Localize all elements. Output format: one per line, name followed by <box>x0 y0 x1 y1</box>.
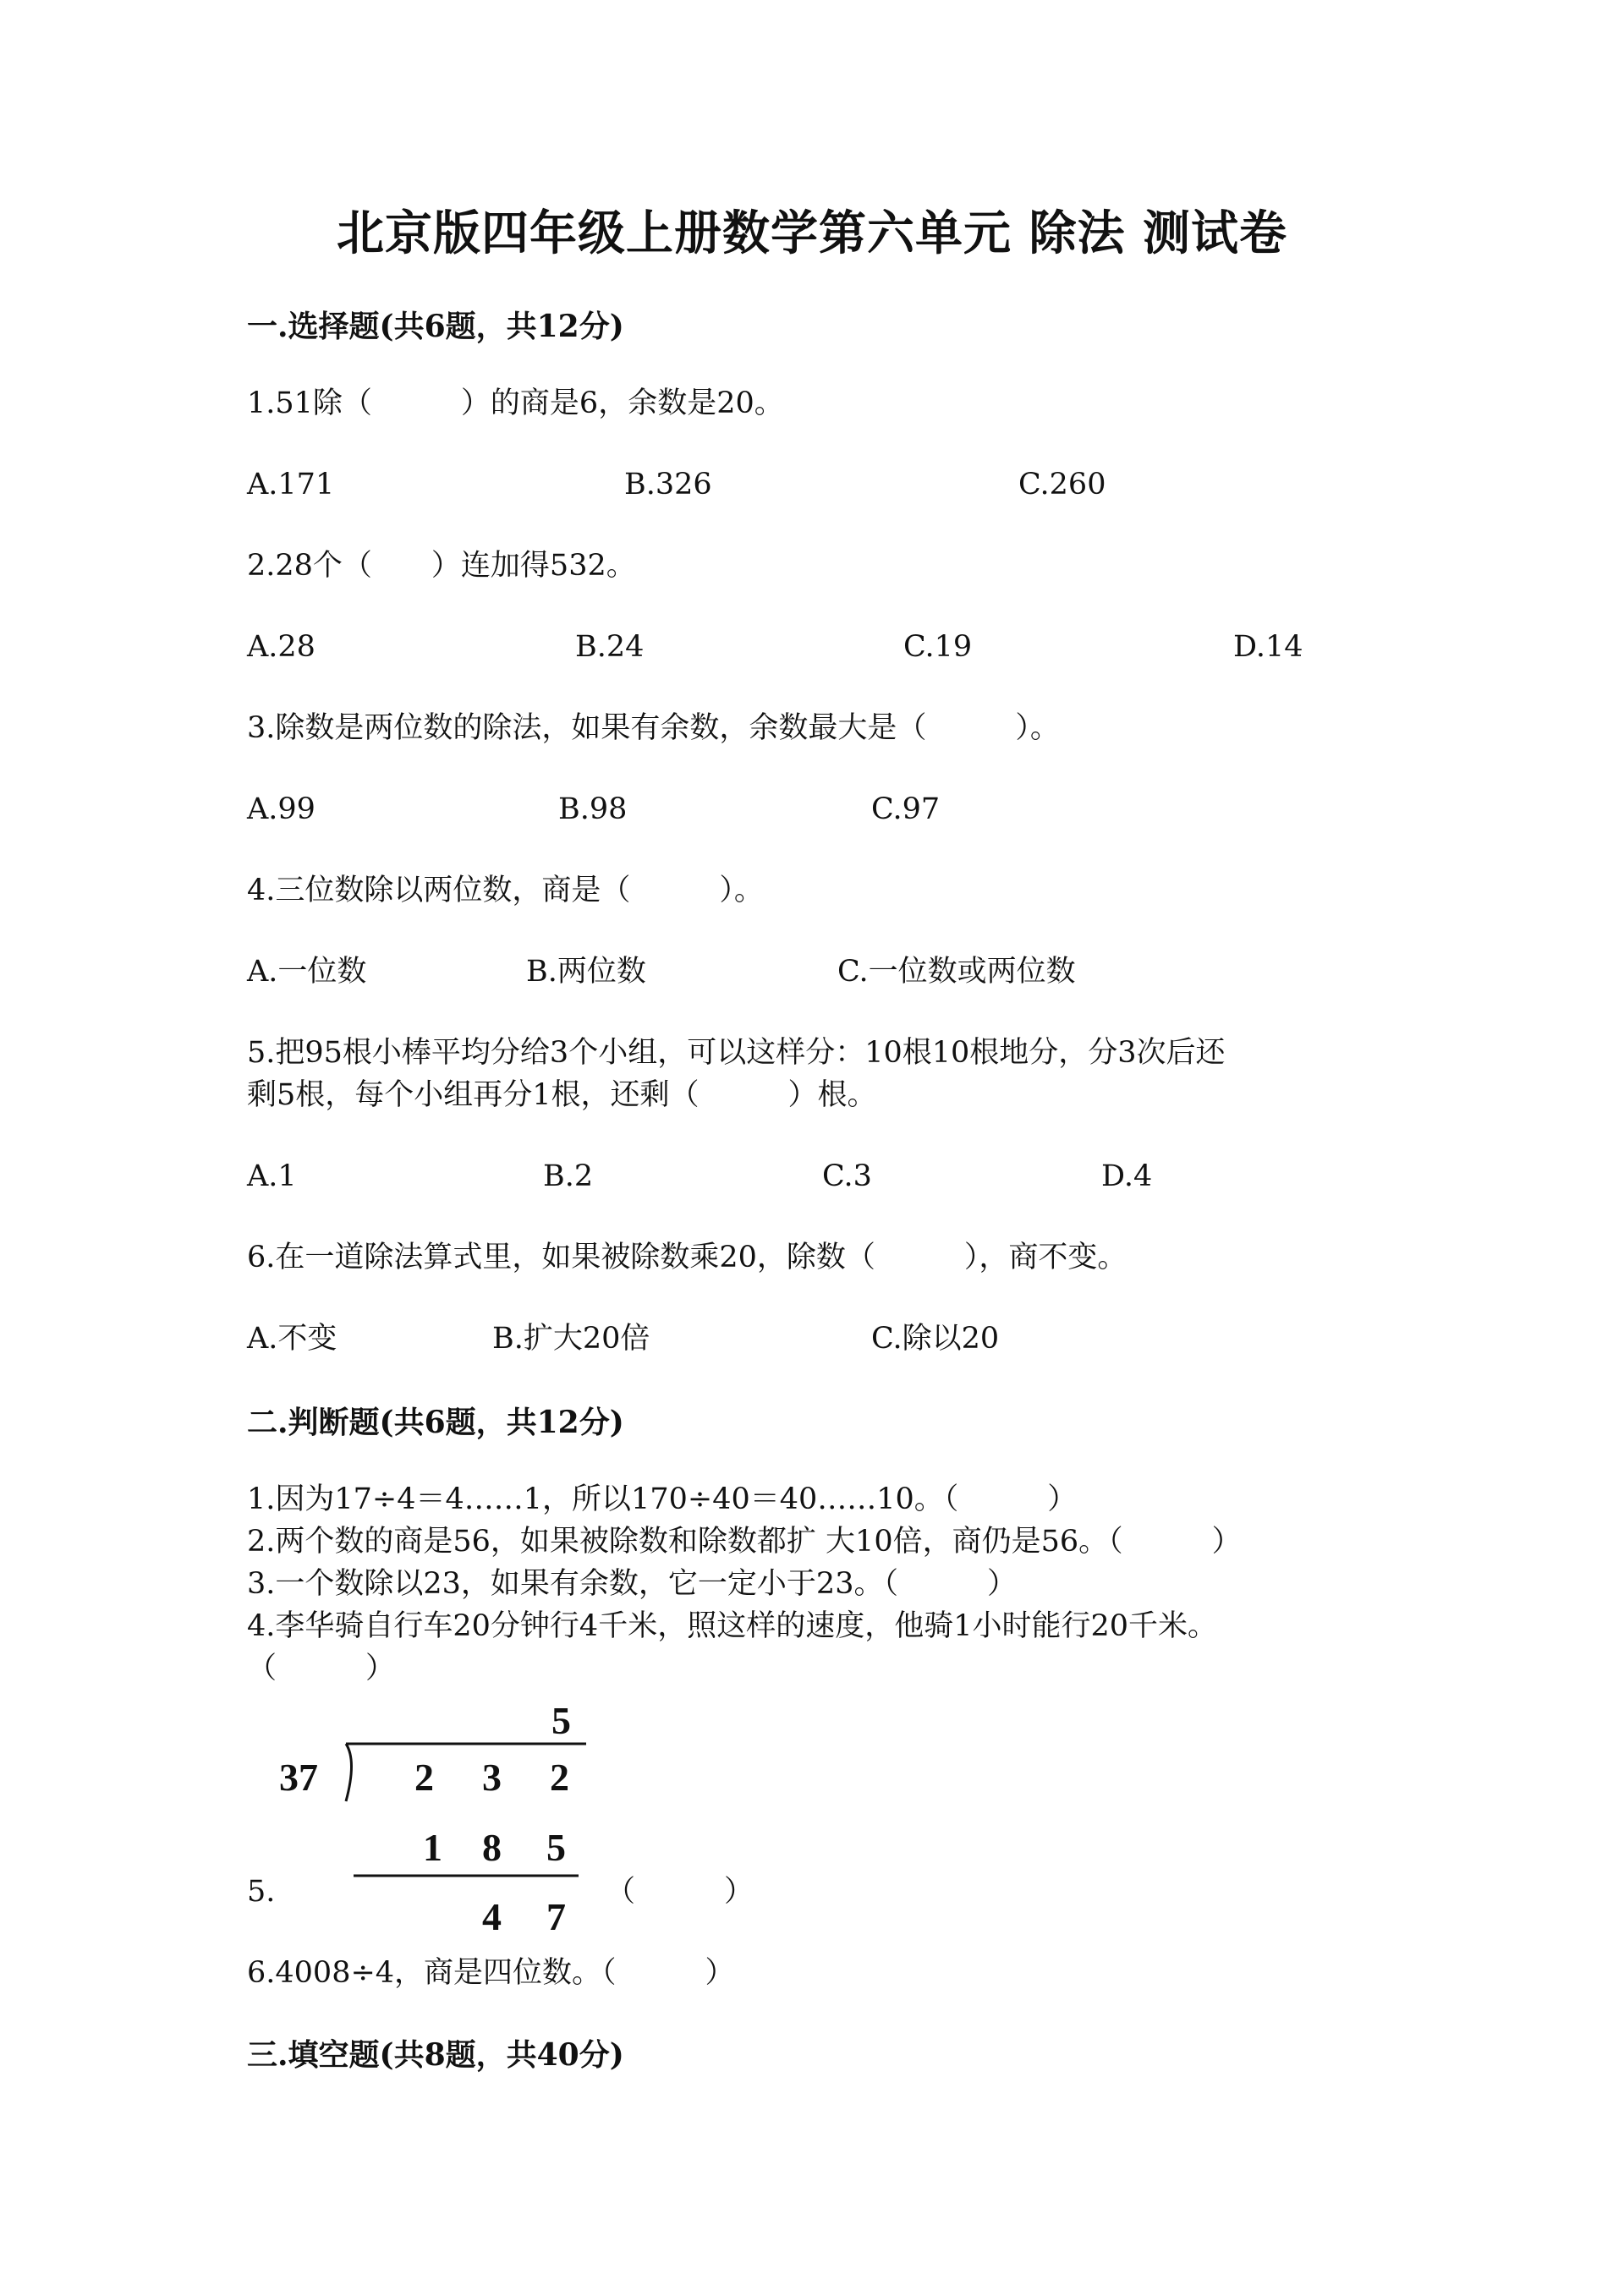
division-bracket <box>346 1744 352 1801</box>
section-heading-fill: 三.填空题(共8题，共40分) <box>247 2037 624 2073</box>
dividend-digit-2: 3 <box>482 1756 502 1799</box>
question-judge-5-answer-bracket: （ ） <box>606 1875 754 1909</box>
section-heading-choice: 一.选择题(共6题，共12分) <box>247 309 624 344</box>
product-digit-3: 5 <box>546 1826 566 1869</box>
option-3-b: B.98 <box>558 792 628 826</box>
option-3-c: C.97 <box>871 792 941 826</box>
option-5-b: B.2 <box>543 1159 594 1193</box>
question-choice-3: 3.除数是两位数的除法，如果有余数，余数最大是（ ）。 <box>247 711 1060 745</box>
question-judge-1: 1.因为17÷4＝4……1，所以170÷40＝40……10。（ ） <box>247 1482 1078 1516</box>
question-choice-5-line-2: 剩5根，每个小组再分1根，还剩（ ）根。 <box>247 1078 877 1112</box>
option-4-a: A.一位数 <box>247 955 367 989</box>
question-choice-2: 2.28个（ ）连加得532。 <box>247 549 636 583</box>
question-judge-6: 6.4008÷4，商是四位数。（ ） <box>247 1956 735 1990</box>
remainder-digit-2: 7 <box>546 1895 566 1938</box>
question-judge-4-answer-bracket: （ ） <box>247 1652 396 1685</box>
option-2-d: D.14 <box>1233 630 1303 664</box>
quotient-digit: 5 <box>551 1699 571 1742</box>
dividend-digit-3: 2 <box>550 1756 569 1799</box>
option-3-a: A.99 <box>247 792 315 826</box>
long-division-svg <box>276 1691 597 1945</box>
question-judge-5-number: 5. <box>247 1875 276 1909</box>
option-4-c: C.一位数或两位数 <box>837 955 1076 989</box>
product-digit-2: 8 <box>482 1826 502 1869</box>
question-choice-1: 1.51除（ ）的商是6，余数是20。 <box>247 386 784 420</box>
dividend-digit-1: 2 <box>414 1756 434 1799</box>
option-2-c: C.19 <box>903 630 973 664</box>
option-6-b: B.扩大20倍 <box>492 1322 650 1356</box>
remainder-digit-1: 4 <box>482 1895 502 1938</box>
question-judge-3: 3.一个数除以23，如果有余数，它一定小于23。（ ） <box>247 1567 1017 1601</box>
option-2-a: A.28 <box>247 630 315 664</box>
question-judge-2: 2.两个数的商是56，如果被除数和除数都扩 大10倍，商仍是56。（ ） <box>247 1525 1242 1559</box>
option-1-a: A.171 <box>247 468 335 501</box>
question-choice-5-line-1: 5.把95根小棒平均分给3个小组，可以这样分：10根10根地分，分3次后还 <box>247 1036 1226 1070</box>
option-1-c: C.260 <box>1018 468 1106 501</box>
option-1-b: B.326 <box>624 468 712 501</box>
option-5-d: D.4 <box>1101 1159 1153 1193</box>
question-choice-4: 4.三位数除以两位数，商是（ ）。 <box>247 874 764 907</box>
option-5-c: C.3 <box>822 1159 872 1193</box>
question-judge-4: 4.李华骑自行车20分钟行4千米，照这样的速度，他骑1小时能行20千米。 <box>247 1609 1218 1643</box>
option-4-b: B.两位数 <box>526 955 646 989</box>
option-6-a: A.不变 <box>247 1322 337 1356</box>
divisor: 37 <box>279 1756 318 1799</box>
option-6-c: C.除以20 <box>871 1322 1000 1356</box>
product-digit-1: 1 <box>423 1826 442 1869</box>
option-2-b: B.24 <box>575 630 645 664</box>
question-choice-6: 6.在一道除法算式里，如果被除数乘20，除数（ ），商不变。 <box>247 1241 1127 1274</box>
option-5-a: A.1 <box>247 1159 297 1193</box>
section-heading-judge: 二.判断题(共6题，共12分) <box>247 1405 624 1440</box>
page-title: 北京版四年级上册数学第六单元 除法 测试卷 <box>337 205 1287 261</box>
long-division-figure <box>276 1691 597 1945</box>
